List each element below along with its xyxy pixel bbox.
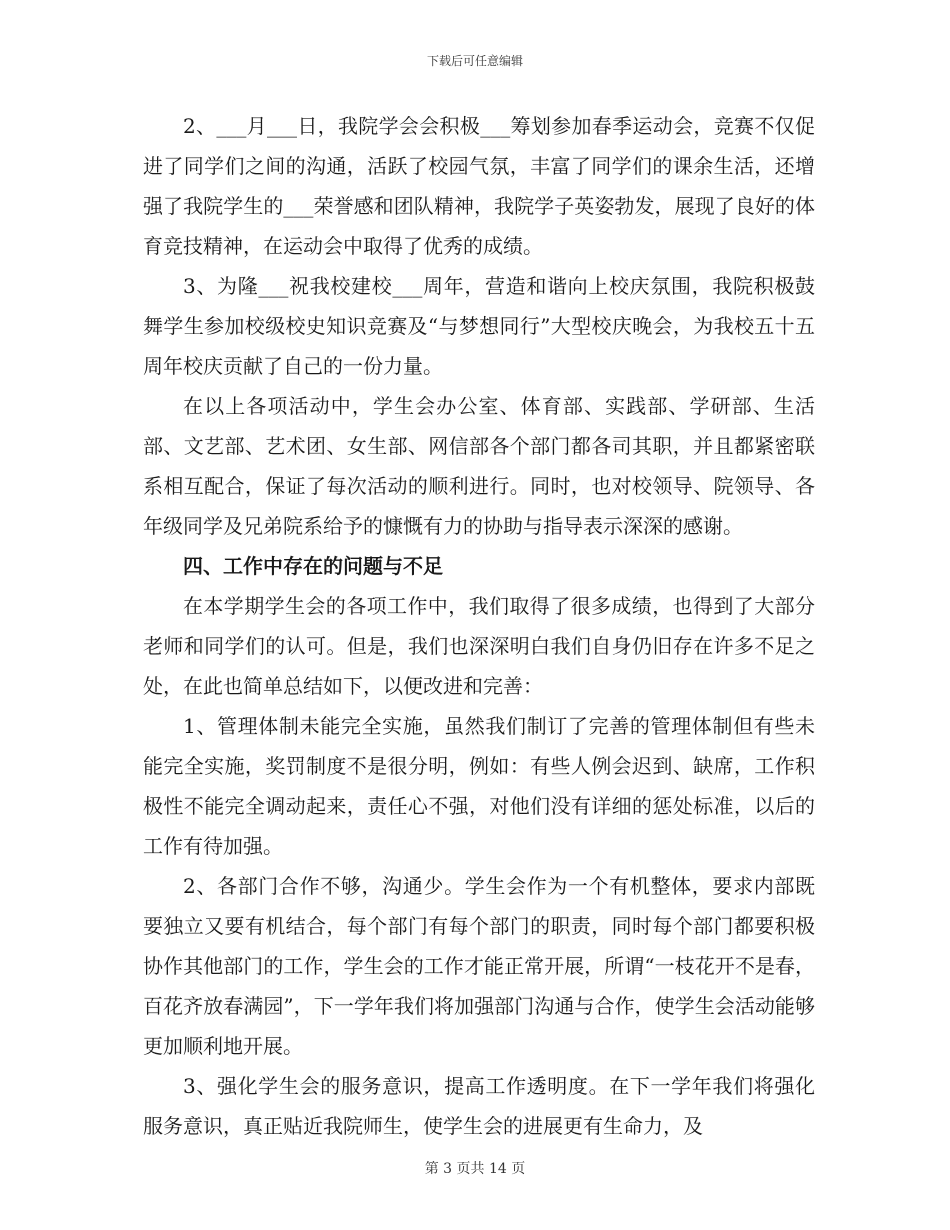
paragraph-problems-intro: 在本学期学生会的各项工作中，我们取得了很多成绩，也得到了大部分老师和同学们的认可。但是，我们也深深明白我们自身仍旧存在许多不足之处，在此也简单总结如下，以便改进和完善： (143, 594, 815, 698)
page-number-footer: 第 3 页共 14 页 (424, 1161, 526, 1177)
paragraph-cooperation: 2、各部门合作不够，沟通少。学生会作为一个有机整体，要求内部既要独立又要有机结合，每个部门有每个部门的职责，同时每个部门都要积极协作其他部门的工作，学生会的工作才能正常开展，所谓“一枝花开不是春，百花齐放春满园”，下一学年我们将加强部门沟通与合作，使学生会活动能够更加顺利地开展。 (143, 874, 815, 1058)
paragraph-sports-meet: 2、___月___日，我院学会会积极___筹划参加春季运动会，竞赛不仅促进了同学们之间的沟通，活跃了校园气氛，丰富了同学们的课余生活，还增强了我院学生的___荣誉感和团队精神，我院学子英姿勃发，展现了良好的体育竞技精神，在运动会中取得了优秀的成绩。 (143, 114, 815, 258)
paragraph-management: 1、管理体制未能完全实施，虽然我们制订了完善的管理体制但有些未能完全实施，奖罚制度不是很分明，例如：有些人例会迟到、缺席，工作积极性不能完全调动起来，责任心不强，对他们没有详细的惩处标准，以后的工作有待加强。 (143, 714, 815, 858)
document-body (143, 106, 815, 1146)
paragraph-departments: 在以上各项活动中，学生会办公室、体育部、实践部、学研部、生活部、文艺部、艺术团、女生部、网信部各个部门都各司其职，并且都紧密联系相互配合，保证了每次活动的顺利进行。同时，也对校领导、院领导、各年级同学及兄弟院系给予的慷慨有力的协助与指导表示深深的感谢。 (143, 394, 815, 538)
page-header-note: 下载后可任意编辑 (426, 54, 523, 68)
section-heading-problems: 四、工作中存在的问题与不足 (183, 554, 443, 578)
paragraph-anniversary: 3、为隆___祝我校建校___周年，营造和谐向上校庆氛围，我院积极鼓舞学生参加校级校史知识竞赛及“与梦想同行”大型校庆晚会，为我校五十五周年校庆贡献了自己的一份力量。 (143, 274, 815, 378)
paragraph-service: 3、强化学生会的服务意识，提高工作透明度。在下一学年我们将强化服务意识，真正贴近我院师生，使学生会的进展更有生命力，及 (143, 1074, 815, 1138)
